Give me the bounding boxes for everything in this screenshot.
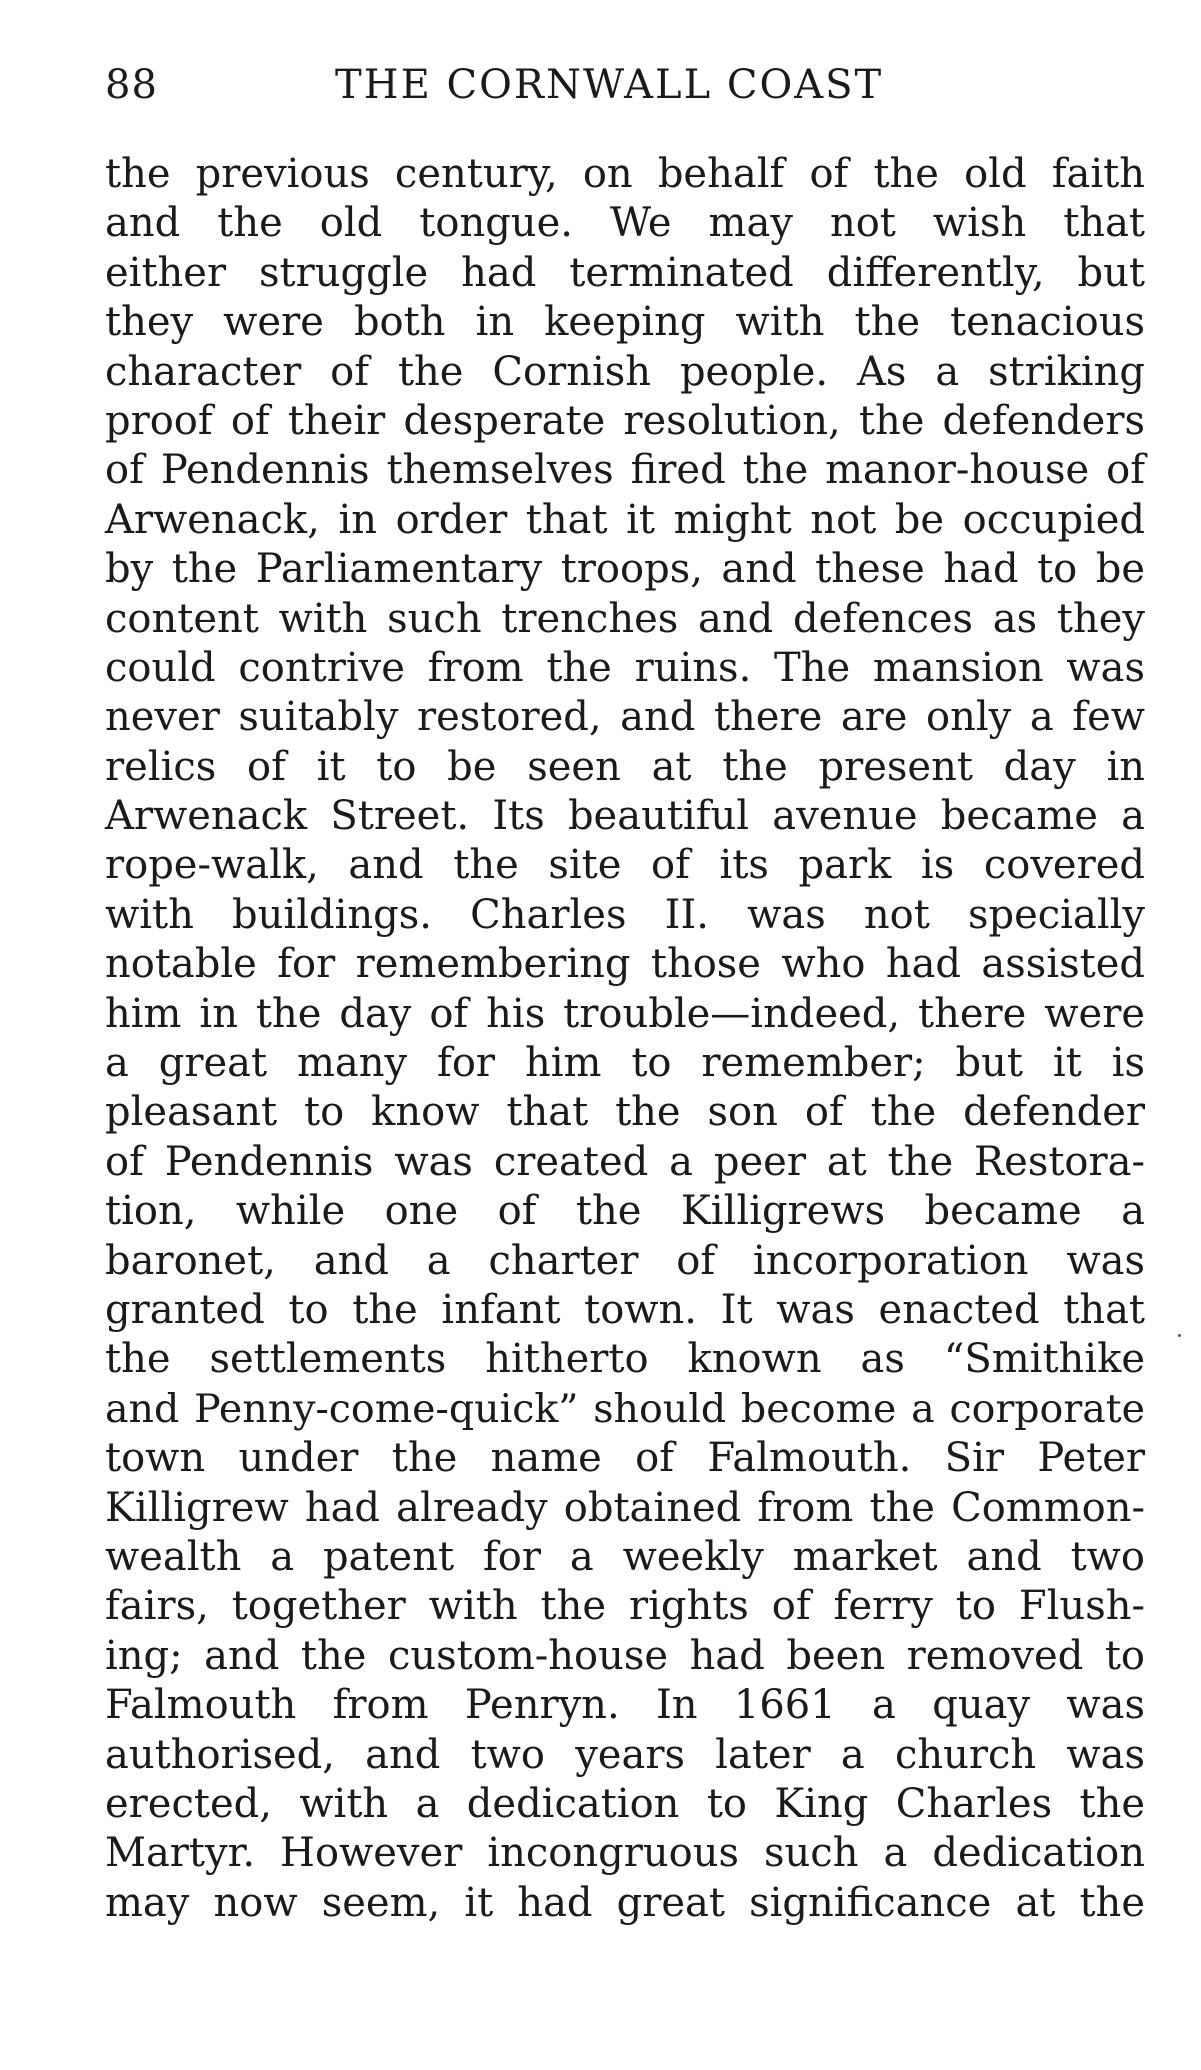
- text-line: Martyr. However incongruous such a dedication: [105, 1830, 1145, 1877]
- text-line: granted to the infant town. It was enacted that: [105, 1286, 1145, 1333]
- text-line: and the old tongue. We may not wish that: [105, 200, 1145, 247]
- text-line: they were both in keeping with the tenacious: [105, 299, 1145, 346]
- text-line: Arwenack, in order that it might not be occupied: [105, 496, 1145, 543]
- text-line: content with such trenches and defences as they: [105, 595, 1145, 642]
- text-line: pleasant to know that the son of the defender: [105, 1089, 1145, 1136]
- text-line: with buildings. Charles II. was not specially: [105, 891, 1145, 938]
- text-line: by the Parliamentary troops, and these had to be: [105, 546, 1145, 593]
- text-line: authorised, and two years later a church was: [105, 1731, 1145, 1778]
- text-line: him in the day of his trouble—indeed, there were: [105, 990, 1145, 1037]
- text-line: fairs, together with the rights of ferry to Flush-: [105, 1583, 1145, 1630]
- body-text: [105, 150, 1145, 1928]
- text-line: a great many for him to remember; but it is: [105, 1040, 1145, 1087]
- text-line: tion, while one of the Killigrews became a: [105, 1188, 1145, 1235]
- running-head: [105, 60, 1145, 110]
- text-line: the previous century, on behalf of the old faith: [105, 151, 1145, 197]
- text-line: proof of their desperate resolution, the defenders: [105, 397, 1145, 444]
- text-line: could contrive from the ruins. The mansion was: [105, 644, 1145, 691]
- text-line: of Pendennis themselves fired the manor-house of: [105, 447, 1145, 494]
- text-line: town under the name of Falmouth. Sir Peter: [105, 1435, 1145, 1482]
- text-line: ing; and the custom-house had been removed to: [105, 1632, 1145, 1679]
- text-line: Killigrew had already obtained from the Common-: [105, 1484, 1145, 1531]
- text-line: may now seem, it had great significance at the: [105, 1879, 1145, 1926]
- text-line: either struggle had terminated differently, but: [105, 249, 1145, 296]
- text-line: baronet, and a charter of incorporation was: [105, 1237, 1145, 1284]
- text-line: Arwenack Street. Its beautiful avenue became a: [105, 793, 1145, 840]
- text-line: of Pendennis was created a peer at the Restora-: [105, 1138, 1145, 1185]
- running-title: THE CORNWALL COAST: [335, 62, 884, 108]
- text-line: erected, with a dedication to King Charles the: [105, 1780, 1145, 1827]
- text-line: wealth a patent for a weekly market and two: [105, 1533, 1145, 1580]
- text-line: the settlements hitherto known as “Smithike: [105, 1336, 1145, 1383]
- text-line: Falmouth from Penryn. In 1661 a quay was: [105, 1682, 1145, 1729]
- print-speck: [1178, 1334, 1181, 1337]
- text-line: rope-walk, and the site of its park is covered: [105, 842, 1145, 889]
- text-line: character of the Cornish people. As a striking: [105, 348, 1145, 395]
- text-line: and Penny-come-quick” should become a corporate: [105, 1385, 1145, 1432]
- text-line: never suitably restored, and there are only a few: [105, 694, 1145, 741]
- text-line: notable for remembering those who had assisted: [105, 941, 1145, 988]
- text-line: relics of it to be seen at the present day in: [105, 743, 1145, 790]
- page-number: 88: [105, 62, 158, 108]
